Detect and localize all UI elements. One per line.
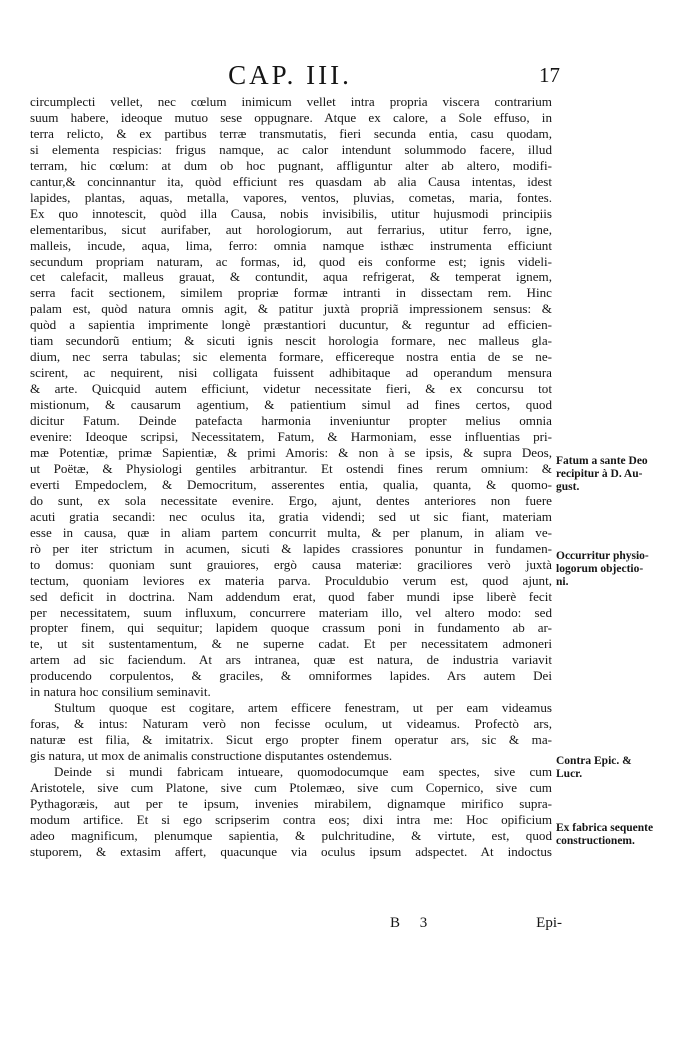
marginal-line: Contra Epic. & [556, 755, 632, 767]
text-line: scirent, ac nequirent, nisi colligata fuissent adhibitaque ad operandum mensura [30, 365, 552, 381]
page-number: 17 [539, 63, 560, 87]
text-line: sed deficit in doctrina. Nam addendum erat, quod faber mundi ipse liberè fecit [30, 588, 552, 604]
text-line: circumplecti vellet, nec cœlum inimicum vellet intra propria viscera contrarium [30, 94, 552, 109]
text-line: terra relicto, & ex partibus terræ transmutatis, fieri secunda entia, casu quodam, [30, 125, 552, 141]
text-line: secundum propriam naturam, ac formas, id, quod eis conforme est; ignis videli- [30, 253, 552, 269]
marginal-note-contra-epic [556, 755, 698, 781]
text-line: propter finem, qui sequitur; lapidem quoque crassum poni in fundamento ab ar- [30, 620, 552, 636]
marginal-line: Occurritur physio- [556, 550, 649, 562]
text-line: producendo corpulentos, & graciles, & omniformes lapides. Ars autem Dei [30, 668, 552, 684]
text-line: dium, nec serra tabulas; sic elementa formare, efficereque nostra entia de se ne- [30, 349, 552, 365]
text-line: cet calefacit, malleus grauat, & contundit, aqua refrigerat, & temperat ignem, [30, 269, 552, 285]
text-line: tiam secundorũ entium; & sicuti ignis nescit horologia formare, nec malleus gla- [30, 333, 552, 349]
marginal-line: Ex fabrica sequente [556, 822, 654, 834]
catchword: Epi- [536, 915, 562, 931]
text-line: modum artifice. Et si ego scripserim contra eos; dixi intra me: Hoc opificium [30, 811, 552, 827]
text-line: adeo magnificum, plenumque sapientia, & pulchritudine, & virtute, est, quod [30, 827, 552, 843]
page-footer [30, 915, 562, 937]
text-line: rò per iter strictum in acumen, sicuti & lapides crassiores ponuntur in fundamen- [30, 540, 552, 556]
text-line: Pythagoræis, aut per te ipsum, invenies mirabilem, dignamque mirifico supra- [30, 795, 552, 811]
text-line: mistionum, & causarum agentium, & patientium simul ad fines certos, quod [30, 397, 552, 413]
marginal-line: recipitur à D. Au- [556, 468, 643, 480]
text-line: stuporem, & extasim affert, quacunque via oculus ipsum adspectet. At indoctus [30, 843, 552, 859]
text-line: Deinde si mundi fabricam intueare, quomodocumque eam spectes, sive cum [54, 764, 552, 780]
text-line: everti Empedoclem, & Democritum, asserentes entia, qualia, quanta, & quomo- [30, 476, 552, 492]
text-line: quòd a sapientia imprimente longè præstantiori ducuntur, & reguntur ad efficien- [30, 317, 552, 333]
text-line: esse in causa, quæ in aliam partem concurrit multa, & per planum, in aliam ve- [30, 524, 552, 540]
text-line: ut Poëtæ, & Physiologi gentiles arbitrantur. Et ostendi fines rerum omnium: & [30, 460, 552, 476]
chapter-title: CAP. III. [228, 60, 352, 90]
text-line: foras, & intus: Naturam verò non fecisse oculum, ut videamus. Profectò ars, [30, 716, 552, 732]
text-line: cantur,& concinnantur ita, quòd efficiunt res quasdam ab alia Causa intentas, idest [30, 173, 552, 189]
text-line: Stultum quoque est cogitare, artem efficere fenestram, ut per eam videamus [54, 700, 552, 716]
marginal-note-ex-fabrica [556, 822, 698, 848]
text-line: palam est, quòd natura omnis agit, & patitur juxtà propriã impressionem sensus: & [30, 301, 552, 317]
text-line: & arte. Quicquid autem efficiunt, videtur necessitate fieri, & ex concursu tot [30, 381, 552, 397]
marginal-line: Fatum a sante Deo [556, 455, 648, 467]
marginal-line: logorum objectio- [556, 563, 644, 575]
marginal-line: ni. [556, 576, 569, 588]
text-line: serra facit sectionem, similem propriæ formæ intranti in dissectam rem. Hinc [30, 285, 552, 301]
marginal-note-occurritur [556, 550, 698, 589]
text-line: naturæ est filia, & imitatrix. Sicut ergo propter finem operatur ars, sic & ma- [30, 732, 552, 748]
text-line: tectum, quoniam leviores ex materia parva. Proculdubio verum est, quod ajunt, [30, 572, 552, 588]
text-line: te, ut sit sustentamentum, & ne superne cadat. Et per necessitatem admoneri [30, 636, 552, 652]
text-line: do sunt, ex sola necessitate evenire. Ergo, ajunt, dentes anteriores non fuere [30, 492, 552, 508]
text-line: mæ Potentiæ, primæ Sapientiæ, & primi Amoris: & non à se ipsis, & supra Deos, [30, 444, 552, 460]
text-line: per necessitatem, suum influxum, concurrere materiam illo, vel altero modo: sed [30, 604, 552, 620]
text-line: malleis, incude, aqua, lima, ferro: omnia namque isthæc instrumenta efficiunt [30, 237, 552, 253]
text-line: lapides, plantas, aquas, metalla, vapores, ventos, pluvias, cometas, maria, fontes. [30, 189, 552, 205]
marginal-line: constructionem. [556, 835, 635, 847]
page-header [30, 60, 560, 94]
text-line: gis natura, ut mox de animalis constructione disputantes ostendemus. [30, 748, 393, 764]
text-line: acuti gratia secandi: nec oculus ita, gratia videndi; sed ut sic fiant, materiam [30, 508, 552, 524]
text-line: terram, hic cœlum: at dum ob hoc pugnant, affliguntur alter ab altero, modifi- [30, 157, 552, 173]
marginal-note-fatum [556, 455, 698, 494]
text-line: suum habere, ideoque mutuo sese oppugnare. Atque ex calore, a Sole effuso, in [30, 109, 552, 125]
text-line: dicitur Fatum. Deinde patefacta harmonia inveniuntur propter melius omnia [30, 413, 552, 429]
signature-mark: B 3 [390, 915, 436, 931]
body-text [30, 94, 552, 860]
text-line: evenire: Ideoque scripsi, Necessitatem, Fatum, & Harmoniam, esse influentias pri- [30, 429, 552, 445]
text-line: Aristotele, sive cum Platone, sive cum Ptolemæo, sive cum Copernico, sive cum [30, 779, 552, 795]
text-line: in natura hoc consilium seminavit. [30, 684, 211, 700]
text-line: elementaribus, sicut aurifaber, aut horologiorum, aut ferrarius, utitur ferro, igne, [30, 221, 552, 237]
text-line: Ex quo innotescit, quòd illa Causa, nobis invisibilis, utitur hujusmodi principiis [30, 205, 552, 221]
text-line: artem ad sic faciendum. At ars intranea, quæ est natura, de industria variavit [30, 652, 552, 668]
text-line: to domus: quoniam sunt grauiores, ergò causa materiæ: graciliores verò juxtà [30, 556, 552, 572]
marginal-line: gust. [556, 481, 580, 493]
text-line: si elementa respicias: frigus namque, ac calor intendunt solummodo facere, illud [30, 141, 552, 157]
marginal-line: Lucr. [556, 768, 583, 780]
